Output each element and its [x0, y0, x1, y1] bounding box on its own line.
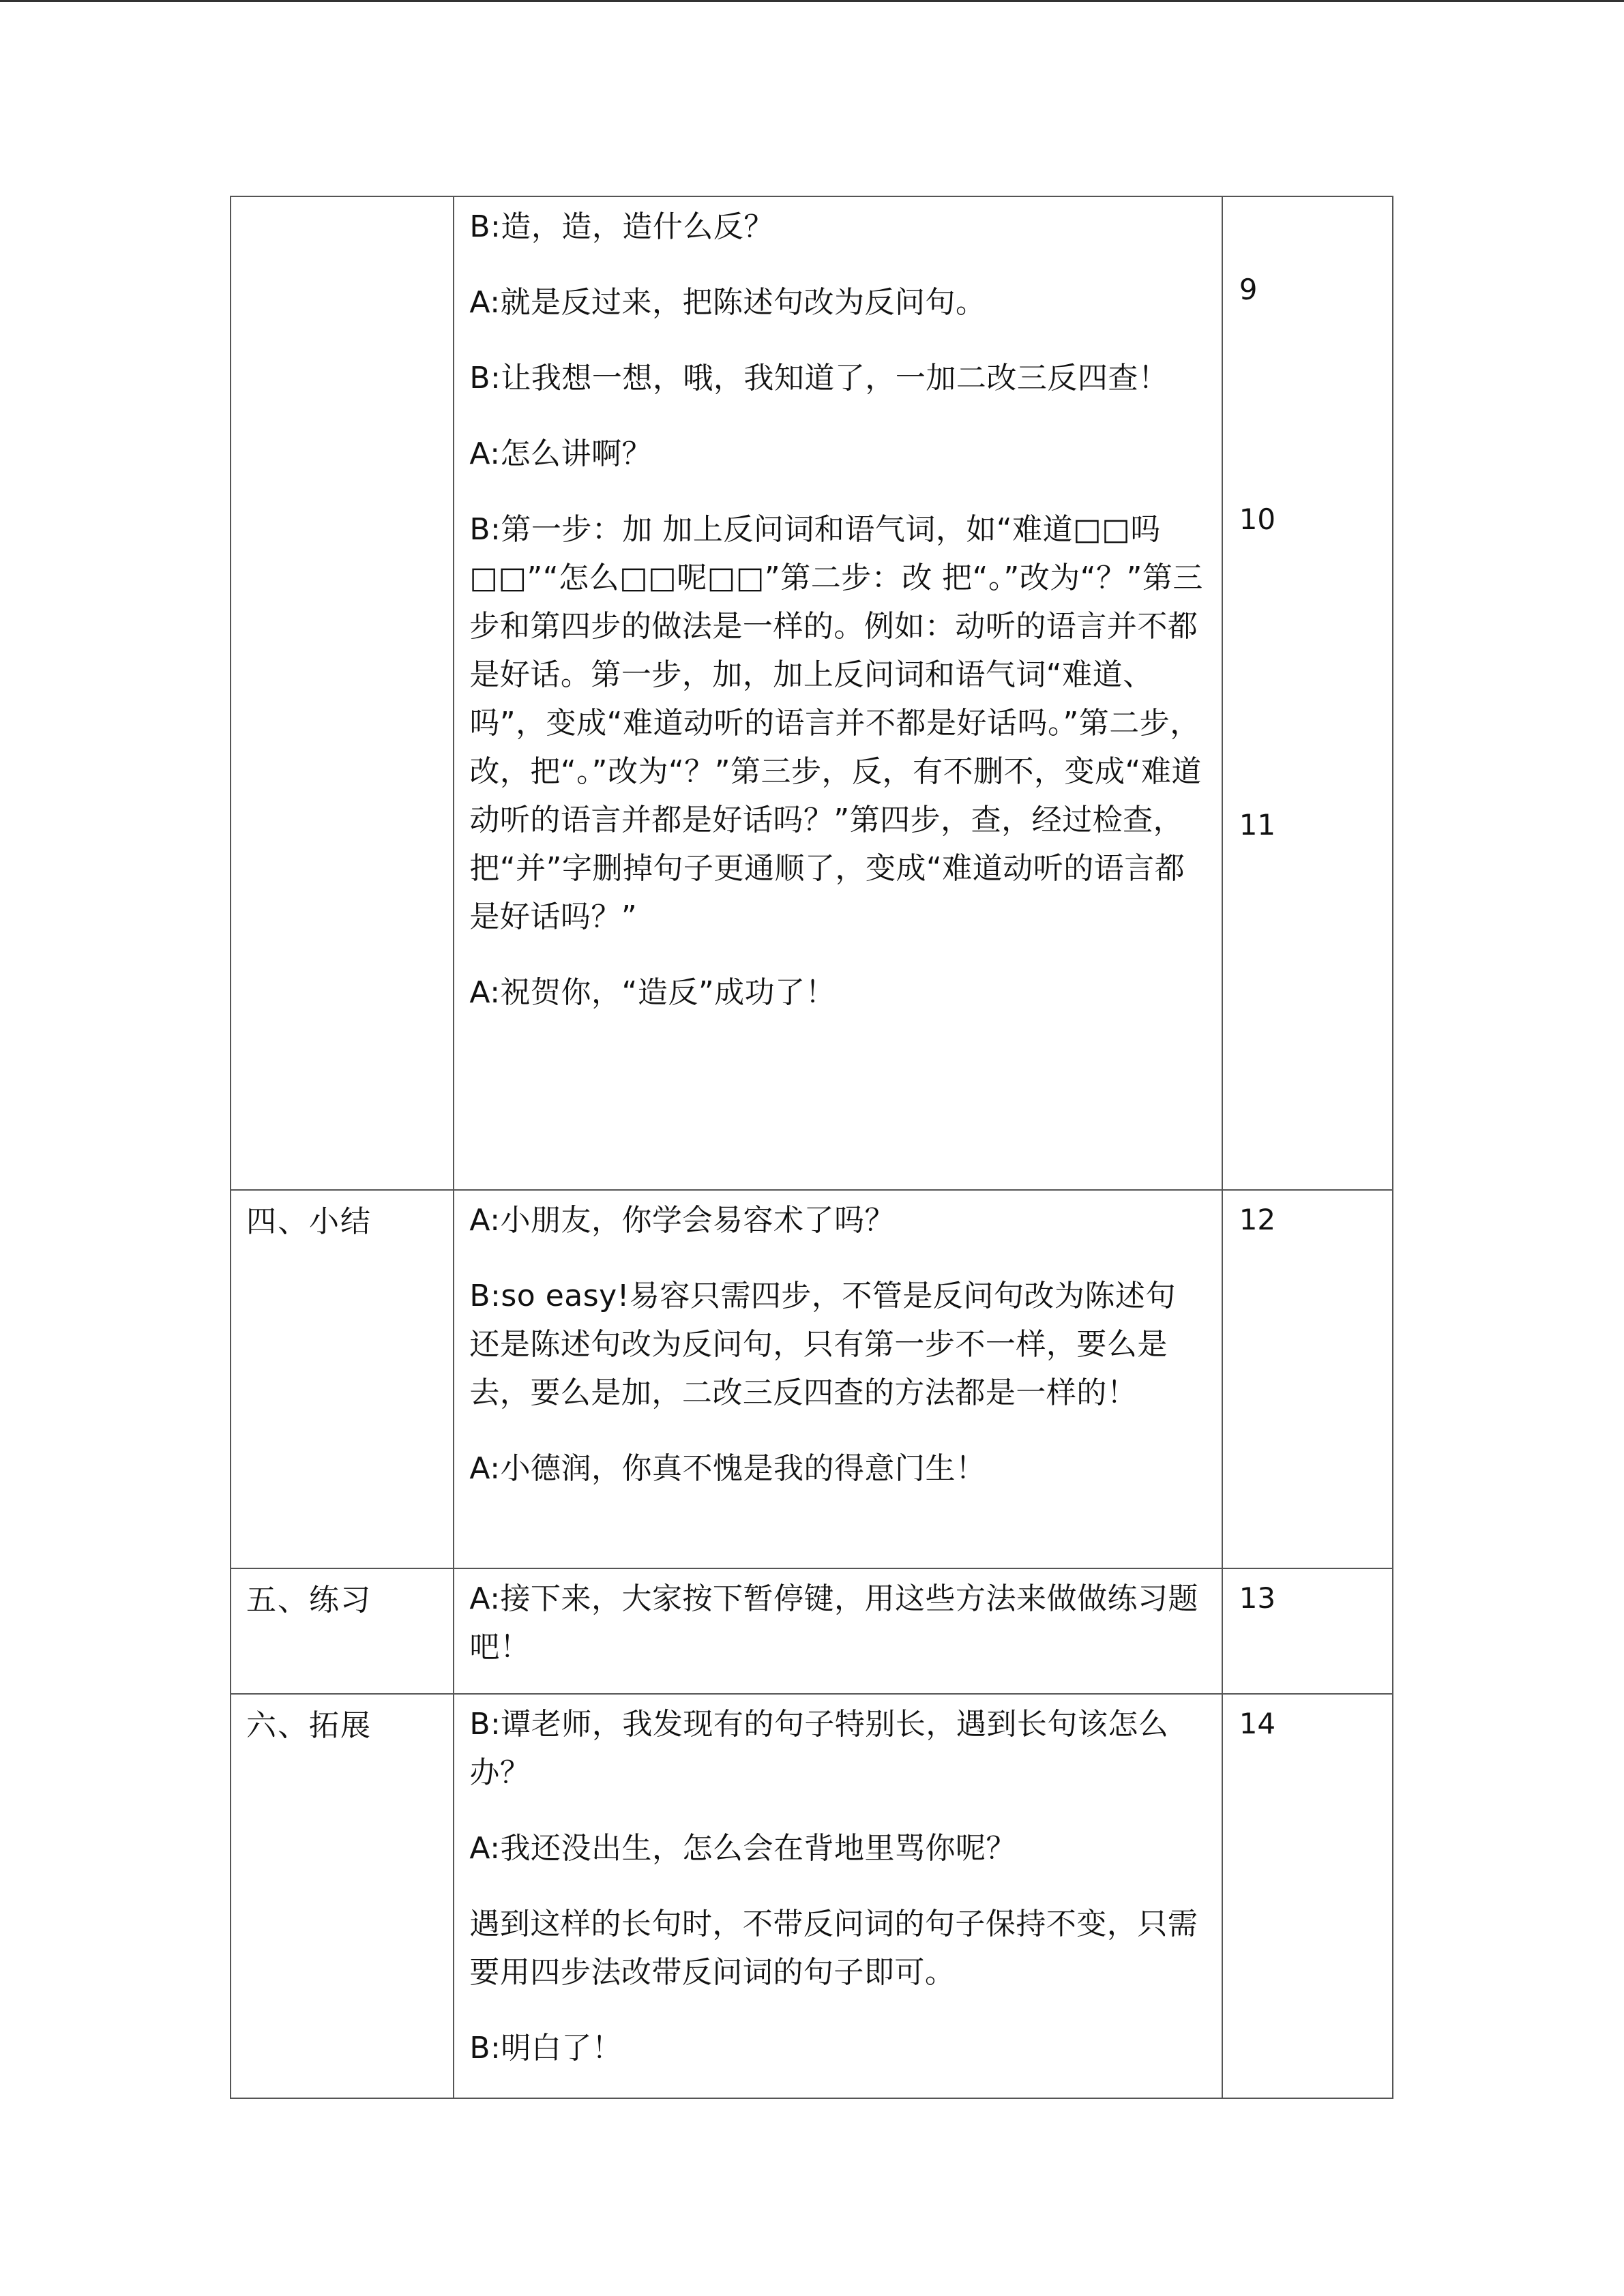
- dialogue-cell: [454, 196, 1222, 1190]
- section-cell: [231, 196, 454, 1190]
- section-label: 五、练习: [246, 1583, 372, 1617]
- section-label: 四、小结: [246, 1204, 372, 1239]
- dialogue-line: B:让我想一想，哦，我知道了，一加二改三反四查！: [469, 361, 1169, 396]
- dialogue-line: B:谭老师，我发现有的句子特别长，遇到长句该怎么办？: [469, 1707, 1169, 1790]
- dialogue-line: 遇到这样的长句时，不带反问词的句子保持不变，只需要用四步法改带反问词的句子即可。: [469, 1907, 1198, 1990]
- dialogue-line: B:第一步：加 加上反问词和语气词，如“难道□□吗□□”“怎么□□呢□□”第二步：改 把“。”改为“？”第三步和第四步的做法是一样的。例如：动听的语言并不都是好话。第一步，加，加上反问词和语气词“难道、吗”，变成“难道动听的语言并不都是好话吗。”第二步，改，把“。”改为“？”第三步，反，有不删不，变成“难道动听的语言并都是好话吗？”第四步，查，经过检查，把“并”字删掉句子更通顺了，变成“难道动听的语言都是好话吗？”: [469, 512, 1203, 934]
- section-cell: [231, 1190, 454, 1568]
- slide-number-cell: [1222, 1694, 1393, 2098]
- dialogue-line: A:祝贺你，“造反”成功了！: [469, 975, 836, 1010]
- dialogue-line: B:明白了！: [469, 2031, 623, 2066]
- slide-number: 10: [1239, 503, 1276, 536]
- table-row: [231, 196, 1393, 1190]
- dialogue-line: A:小德润，你真不愧是我的得意门生！: [469, 1451, 986, 1486]
- dialogue-line: A:怎么讲啊？: [469, 436, 653, 471]
- section-label: 六、拓展: [246, 1708, 372, 1743]
- dialogue-line: B:造，造，造什么反？: [469, 209, 774, 244]
- dialogue-line: A:就是反过来，把陈述句改为反问句。: [469, 285, 986, 320]
- slide-number-cell: [1222, 196, 1393, 1190]
- table-row: [231, 1190, 1393, 1568]
- dialogue-line: A:我还没出生，怎么会在背地里骂你呢？: [469, 1831, 1017, 1866]
- slide-number: 9: [1239, 273, 1258, 306]
- section-cell: [231, 1694, 454, 2098]
- slide-number: 12: [1239, 1203, 1276, 1236]
- page-top-border: [0, 0, 1624, 2]
- table-row: [231, 1568, 1393, 1694]
- section-cell: [231, 1568, 454, 1694]
- table-row: [231, 1694, 1393, 2098]
- dialogue-line: A:接下来，大家按下暂停键，用这些方法来做做练习题吧！: [469, 1581, 1199, 1665]
- slide-number-cell: [1222, 1568, 1393, 1694]
- dialogue-line: A:小朋友，你学会易容术了吗？: [469, 1203, 896, 1238]
- dialogue-cell: [454, 1694, 1222, 2098]
- dialogue-line: B:so easy!易容只需四步，不管是反问句改为陈述句还是陈述句改为反问句，只有第一步不一样，要么是去，要么是加，二改三反四查的方法都是一样的！: [469, 1279, 1176, 1410]
- slide-number-cell: [1222, 1190, 1393, 1568]
- dialogue-cell: [454, 1568, 1222, 1694]
- dialogue-cell: [454, 1190, 1222, 1568]
- slide-number: 14: [1239, 1707, 1276, 1740]
- slide-number: 11: [1239, 808, 1276, 841]
- slide-number: 13: [1239, 1581, 1276, 1615]
- lesson-script-table: [230, 196, 1393, 2099]
